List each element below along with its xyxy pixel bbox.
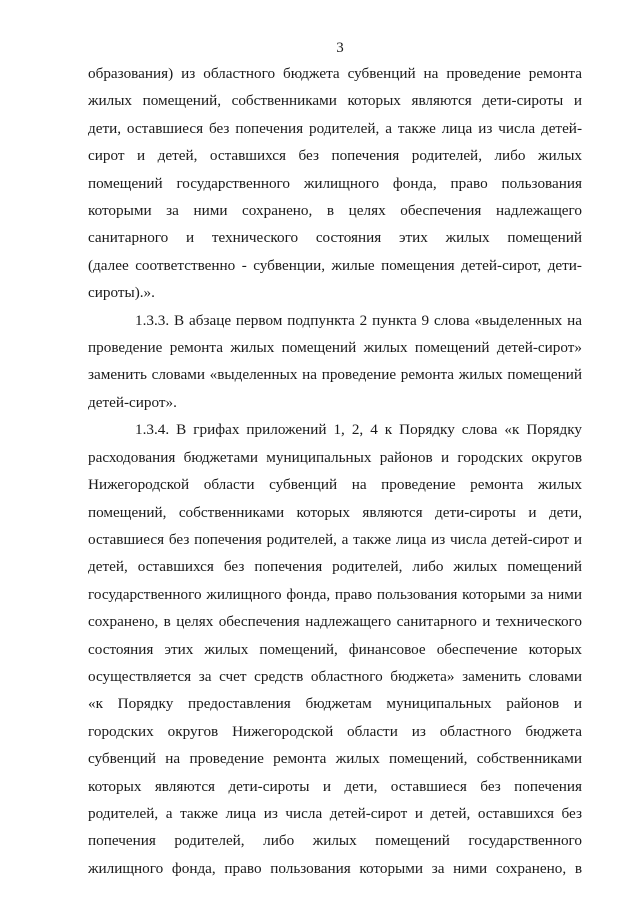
text-line: расходования бюджетами муниципальных районов и городских округов bbox=[88, 448, 582, 466]
text-line: жилых помещений, собственниками которых являются дети-сироты и bbox=[88, 92, 582, 110]
paragraph-para-1-3-4 bbox=[88, 416, 582, 882]
text-line: 1.3.3. В абзаце первом подпункта 2 пункта 9 слова «выделенных на bbox=[135, 311, 582, 329]
text-line: состояния этих жилых помещений, финансовое обеспечение которых bbox=[88, 640, 582, 658]
text-line: субвенций на проведение ремонта жилых помещений, собственниками bbox=[88, 750, 582, 768]
text-line: помещений государственного жилищного фонда, право пользования bbox=[88, 174, 582, 192]
text-line: дети, оставшиеся без попечения родителей, а также лица из числа детей- bbox=[88, 119, 582, 137]
text-line: сохранено, в целях обеспечения надлежащего санитарного и технического bbox=[88, 613, 582, 631]
text-line: оставшиеся без попечения родителей, а также лица из числа детей-сирот и bbox=[88, 530, 582, 548]
page-number: 3 bbox=[336, 40, 344, 56]
text-line: 1.3.4. В грифах приложений 1, 2, 4 к Порядку слова «к Порядку bbox=[135, 421, 582, 439]
text-line: помещений, собственниками которых являются дети-сироты и дети, bbox=[88, 503, 582, 521]
text-line: детей-сирот». bbox=[88, 393, 177, 411]
text-line: родителей, а также лица из числа детей-сирот и детей, оставшихся без bbox=[88, 804, 582, 822]
text-line: городских округов Нижегородской области из областного бюджета bbox=[88, 722, 582, 740]
text-line: которых являются дети-сироты и дети, оставшиеся без попечения bbox=[88, 777, 582, 795]
text-line: санитарного и технического состояния этих жилых помещений bbox=[88, 229, 582, 247]
text-line: которыми за ними сохранено, в целях обеспечения надлежащего bbox=[88, 202, 582, 220]
text-line: (далее соответственно - субвенции, жилые помещения детей-сирот, дети- bbox=[88, 256, 582, 274]
text-line: попечения родителей, либо жилых помещений государственного bbox=[88, 832, 582, 850]
text-line: проведение ремонта жилых помещений жилых помещений детей-сирот» bbox=[88, 339, 582, 357]
text-line: осуществляется за счет средств областного бюджета» заменить словами bbox=[88, 667, 582, 685]
text-line: сироты).». bbox=[88, 284, 155, 302]
text-line: государственного жилищного фонда, право пользования которыми за ними bbox=[88, 585, 582, 603]
text-line: детей, оставшихся без попечения родителей, либо жилых помещений bbox=[88, 558, 582, 576]
paragraph-para-continuation bbox=[88, 60, 582, 307]
text-line: заменить словами «выделенных на проведение ремонта жилых помещений bbox=[88, 366, 582, 384]
text-line: сирот и детей, оставшихся без попечения родителей, либо жилых bbox=[88, 147, 582, 165]
text-line: Нижегородской области субвенций на проведение ремонта жилых bbox=[88, 476, 582, 494]
paragraph-para-1-3-3 bbox=[88, 307, 582, 417]
text-line: образования) из областного бюджета субвенций на проведение ремонта bbox=[88, 65, 582, 82]
text-line: «к Порядку предоставления бюджетам муниципальных районов и bbox=[88, 695, 582, 713]
text-line: жилищного фонда, право пользования которыми за ними сохранено, в bbox=[88, 859, 582, 877]
document-body bbox=[88, 60, 582, 882]
